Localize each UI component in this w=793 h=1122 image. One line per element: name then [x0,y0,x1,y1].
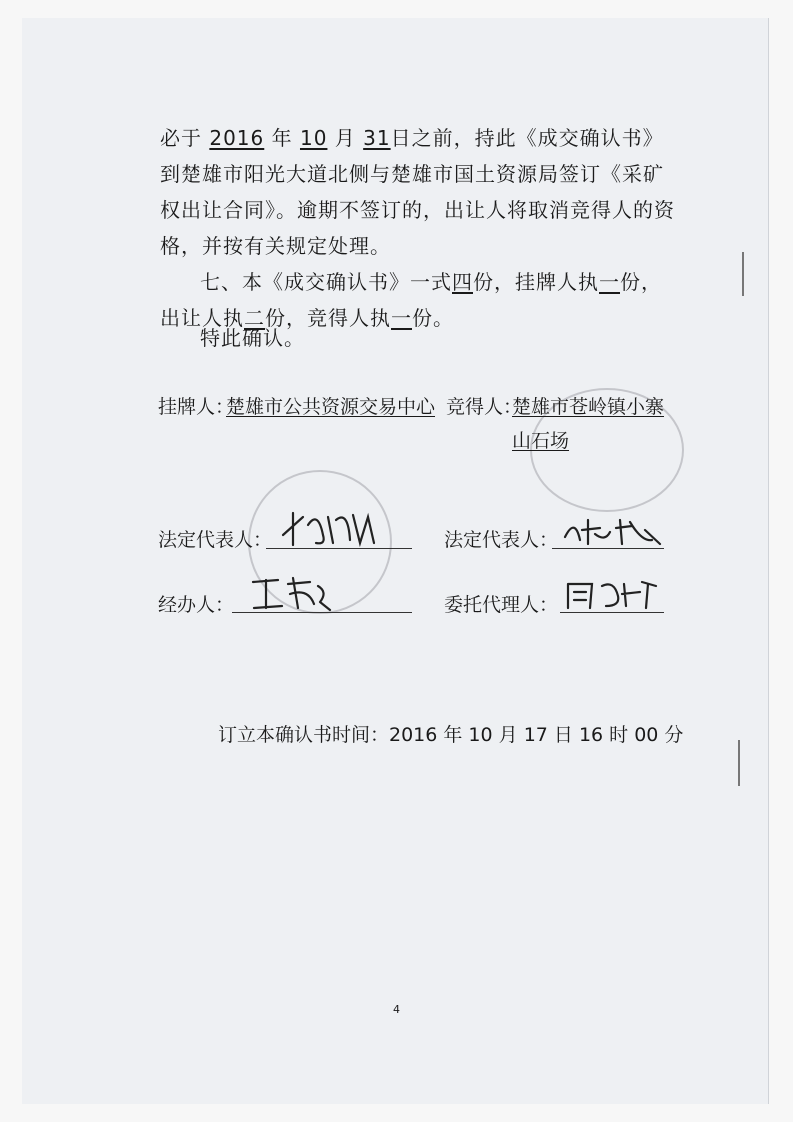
legal-rep-right-label: 法定代表人： [444,529,559,551]
deadline-month: 10 [299,126,328,150]
bidder-label: 竞得人： [446,396,523,418]
bidder-name-line1: 楚雄市苍岭镇小寨 [512,396,665,418]
confirmation-statement: 特此确认。 [200,326,305,350]
lister-name: 楚雄市公共资源交易中心 [226,396,436,418]
copies-transferor: 二 [244,306,265,330]
handler-label: 经办人： [158,594,235,616]
copies-bidder: 一 [391,306,412,330]
deadline-day: 31 [363,126,391,150]
binding-mark [738,740,740,786]
copies-lister: 一 [599,270,620,294]
clause-six-continuation: 必于 2016 年 10 月 31日之前，持此《成交确认书》到楚雄市阳光大道北侧与楚雄市国土资源局签订《采矿权出让合同》。逾期不签订的，出让人将取消竞得人的资格，并按有关规定处理。 [160,126,675,258]
legal-rep-left-label: 法定代表人： [158,529,273,551]
binding-mark [742,252,744,296]
copies-total: 四 [452,270,473,294]
agent-label: 委托代理人： [444,594,559,616]
legal-rep-right-signature [560,512,665,550]
agent-signature [562,576,662,612]
bidder-name-line2: 山石场 [512,430,570,452]
clause-seven: 七、本《成交确认书》一式四份，挂牌人执一份，出让人执二份，竞得人执一份。 [160,270,662,330]
page-number: 4 [393,1003,400,1016]
agent-line [560,612,664,613]
legal-rep-left-signature [278,505,388,550]
deadline-year: 2016 [209,126,265,150]
handler-signature [248,572,333,614]
lister-label: 挂牌人： [158,396,235,418]
agreement-timestamp: 订立本确认书时间：2016 年 10 月 17 日 16 时 00 分 [218,724,684,746]
